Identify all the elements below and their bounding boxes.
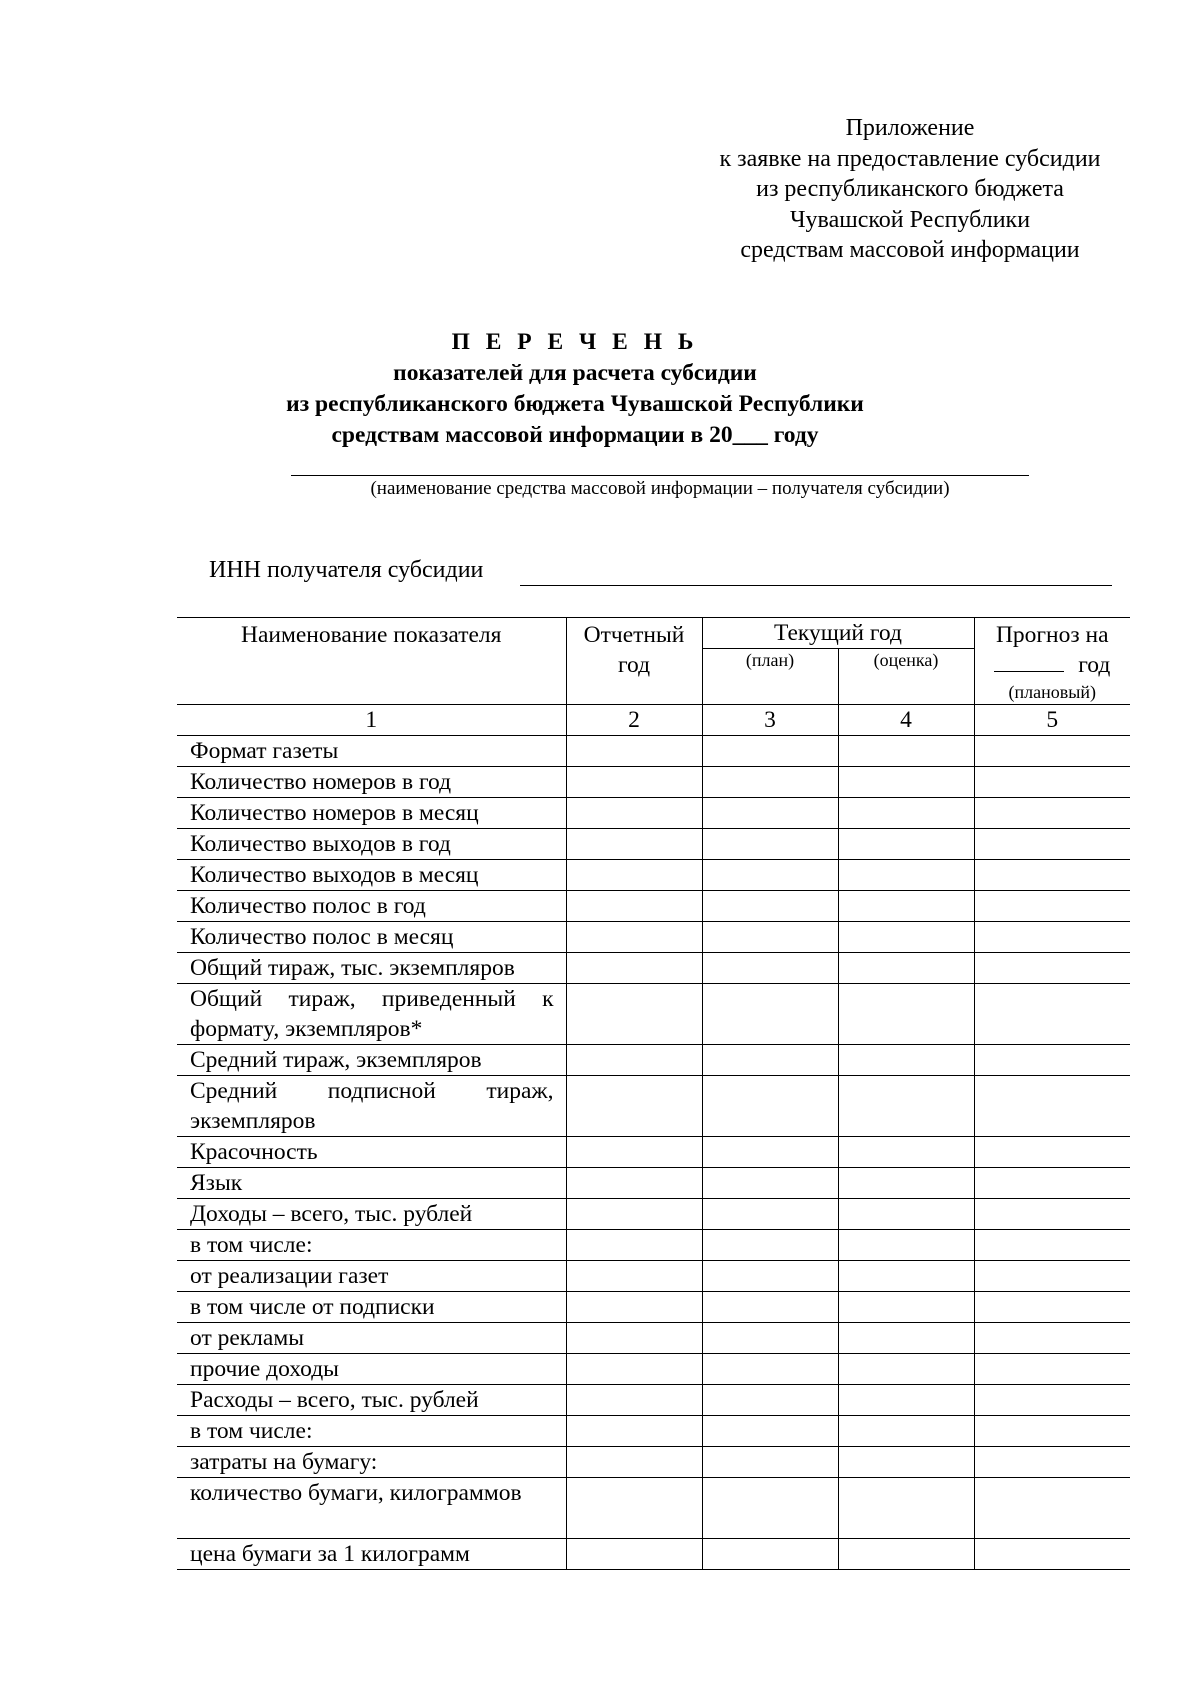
indicator-label: Средний подписной тираж, экземпляров bbox=[177, 1076, 566, 1137]
header-forecast bbox=[974, 618, 1130, 705]
value-cell[interactable] bbox=[566, 953, 702, 984]
indicator-label: количество бумаги, килограммов bbox=[177, 1478, 566, 1539]
table-row bbox=[177, 829, 1130, 860]
value-cell[interactable] bbox=[838, 984, 974, 1045]
table-row bbox=[177, 1261, 1130, 1292]
value-cell[interactable] bbox=[838, 1478, 974, 1539]
value-cell[interactable] bbox=[566, 1076, 702, 1137]
header-forecast-sub: (плановый) bbox=[1008, 682, 1096, 702]
table-row bbox=[177, 1199, 1130, 1230]
header-plan bbox=[702, 649, 838, 705]
appendix-line: Чувашской Республики bbox=[789, 206, 1031, 233]
media-name-caption: (наименование средства массовой информации – получателя субсидии) bbox=[370, 478, 950, 499]
value-cell[interactable] bbox=[566, 860, 702, 891]
value-cell[interactable] bbox=[838, 1230, 974, 1261]
table-row bbox=[177, 1292, 1130, 1323]
value-cell[interactable] bbox=[566, 1292, 702, 1323]
value-cell[interactable] bbox=[566, 736, 702, 767]
value-cell[interactable] bbox=[702, 891, 838, 922]
indicator-label: в том числе: bbox=[177, 1416, 566, 1447]
value-cell[interactable] bbox=[838, 767, 974, 798]
value-cell[interactable] bbox=[974, 1199, 1130, 1230]
value-cell[interactable] bbox=[974, 1478, 1130, 1539]
value-cell[interactable] bbox=[974, 736, 1130, 767]
value-cell[interactable] bbox=[702, 922, 838, 953]
header-estimate bbox=[838, 649, 974, 705]
header-estimate-label: (оценка) bbox=[873, 650, 939, 671]
value-cell[interactable] bbox=[838, 1447, 974, 1478]
indicator-label: Язык bbox=[177, 1168, 566, 1199]
value-cell[interactable] bbox=[974, 953, 1130, 984]
value-cell[interactable] bbox=[566, 1354, 702, 1385]
value-cell[interactable] bbox=[838, 953, 974, 984]
value-cell[interactable] bbox=[566, 1478, 702, 1539]
value-cell[interactable] bbox=[838, 1292, 974, 1323]
column-number: 5 bbox=[974, 705, 1130, 736]
table-row bbox=[177, 798, 1130, 829]
value-cell[interactable] bbox=[838, 891, 974, 922]
header-reporting-line: год bbox=[617, 652, 651, 678]
table-row bbox=[177, 1323, 1130, 1354]
indicator-label: Доходы – всего, тыс. рублей bbox=[177, 1199, 566, 1230]
value-cell[interactable] bbox=[702, 1261, 838, 1292]
value-cell[interactable] bbox=[838, 1416, 974, 1447]
indicator-label: прочие доходы bbox=[177, 1354, 566, 1385]
table-row bbox=[177, 1447, 1130, 1478]
indicator-label: Количество выходов в год bbox=[177, 829, 566, 860]
appendix-note bbox=[600, 113, 1200, 266]
appendix-line: средствам массовой информации bbox=[740, 237, 1080, 263]
value-cell[interactable] bbox=[974, 767, 1130, 798]
value-cell[interactable] bbox=[566, 984, 702, 1045]
header-indicator-name bbox=[177, 618, 566, 705]
value-cell[interactable] bbox=[838, 1076, 974, 1137]
value-cell[interactable] bbox=[566, 829, 702, 860]
value-cell[interactable] bbox=[702, 1478, 838, 1539]
value-cell[interactable] bbox=[702, 1045, 838, 1076]
appendix-line: Приложение bbox=[845, 115, 975, 141]
table-row bbox=[177, 1230, 1130, 1261]
value-cell[interactable] bbox=[974, 1354, 1130, 1385]
value-cell[interactable] bbox=[838, 1137, 974, 1168]
value-cell[interactable] bbox=[702, 1168, 838, 1199]
indicator-label: Расходы – всего, тыс. рублей bbox=[177, 1385, 566, 1416]
value-cell[interactable] bbox=[702, 736, 838, 767]
inn-label: ИНН получателя субсидии bbox=[209, 557, 484, 583]
header-forecast-line: Прогноз на bbox=[995, 622, 1109, 648]
value-cell[interactable] bbox=[974, 891, 1130, 922]
value-cell[interactable] bbox=[702, 1323, 838, 1354]
value-cell[interactable] bbox=[974, 1076, 1130, 1137]
column-number: 4 bbox=[838, 705, 974, 736]
value-cell[interactable] bbox=[974, 1447, 1130, 1478]
value-cell[interactable] bbox=[702, 1539, 838, 1570]
title-line: из республиканского бюджета Чувашской Республики bbox=[286, 391, 864, 417]
value-cell[interactable] bbox=[566, 891, 702, 922]
indicator-label: Количество выходов в месяц bbox=[177, 860, 566, 891]
value-cell[interactable] bbox=[974, 860, 1130, 891]
indicator-label: цена бумаги за 1 килограмм bbox=[177, 1539, 566, 1570]
media-name-underline[interactable] bbox=[291, 475, 1029, 476]
value-cell[interactable] bbox=[702, 1137, 838, 1168]
value-cell[interactable] bbox=[566, 1199, 702, 1230]
header-current-year bbox=[702, 618, 974, 649]
indicator-label: Общий тираж, тыс. экземпляров bbox=[177, 953, 566, 984]
value-cell[interactable] bbox=[702, 829, 838, 860]
value-cell[interactable] bbox=[838, 1168, 974, 1199]
value-cell[interactable] bbox=[566, 767, 702, 798]
column-number: 2 bbox=[566, 705, 702, 736]
indicator-label: Общий тираж, приведенный к форматy, экземпляров* bbox=[177, 984, 566, 1045]
indicator-label: от реализации газет bbox=[177, 1261, 566, 1292]
value-cell[interactable] bbox=[702, 1076, 838, 1137]
value-cell[interactable] bbox=[702, 1354, 838, 1385]
value-cell[interactable] bbox=[566, 1137, 702, 1168]
table-row bbox=[177, 1045, 1130, 1076]
value-cell[interactable] bbox=[838, 860, 974, 891]
value-cell[interactable] bbox=[702, 1447, 838, 1478]
value-cell[interactable] bbox=[566, 1539, 702, 1570]
table-row bbox=[177, 1168, 1130, 1199]
inn-underline[interactable] bbox=[520, 585, 1112, 586]
value-cell[interactable] bbox=[702, 1385, 838, 1416]
value-cell[interactable] bbox=[838, 798, 974, 829]
indicator-label: Количество полос в год bbox=[177, 891, 566, 922]
value-cell[interactable] bbox=[566, 1045, 702, 1076]
value-cell[interactable] bbox=[974, 798, 1130, 829]
header-forecast-line: год bbox=[1078, 652, 1111, 678]
value-cell[interactable] bbox=[838, 1385, 974, 1416]
indicator-label: в том числе: bbox=[177, 1230, 566, 1261]
table-row bbox=[177, 1539, 1130, 1570]
table-row bbox=[177, 1416, 1130, 1447]
value-cell[interactable] bbox=[702, 984, 838, 1045]
value-cell[interactable] bbox=[566, 1447, 702, 1478]
value-cell[interactable] bbox=[974, 1230, 1130, 1261]
header-current-year-label: Текущий год bbox=[774, 620, 902, 646]
table-row bbox=[177, 1385, 1130, 1416]
value-cell[interactable] bbox=[838, 1045, 974, 1076]
indicator-label: Количество полос в месяц bbox=[177, 922, 566, 953]
value-cell[interactable] bbox=[566, 1230, 702, 1261]
value-cell[interactable] bbox=[974, 1323, 1130, 1354]
value-cell[interactable] bbox=[974, 922, 1130, 953]
indicator-label: Количество номеров в год bbox=[177, 767, 566, 798]
table-body bbox=[177, 736, 1130, 1570]
table-row bbox=[177, 1478, 1130, 1539]
value-cell[interactable] bbox=[838, 1354, 974, 1385]
title-line: средствам массовой информации в 20___ году bbox=[331, 422, 819, 448]
indicator-label: затраты на бумагу: bbox=[177, 1447, 566, 1478]
value-cell[interactable] bbox=[838, 829, 974, 860]
value-cell[interactable] bbox=[702, 1230, 838, 1261]
appendix-line: из республиканского бюджета bbox=[756, 176, 1064, 202]
indicator-label: Количество номеров в месяц bbox=[177, 798, 566, 829]
indicator-label: в том числе от подписки bbox=[177, 1292, 566, 1323]
header-plan-label: (план) bbox=[745, 650, 795, 671]
value-cell[interactable] bbox=[974, 829, 1130, 860]
value-cell[interactable] bbox=[974, 1168, 1130, 1199]
table-row bbox=[177, 860, 1130, 891]
column-number: 3 bbox=[702, 705, 838, 736]
table-row bbox=[177, 1354, 1130, 1385]
value-cell[interactable] bbox=[974, 1137, 1130, 1168]
value-cell[interactable] bbox=[566, 922, 702, 953]
value-cell[interactable] bbox=[974, 984, 1130, 1045]
document-title bbox=[160, 327, 990, 451]
value-cell[interactable] bbox=[974, 1292, 1130, 1323]
column-number-row bbox=[177, 705, 1130, 736]
title-line: показателей для расчета субсидии bbox=[393, 360, 757, 386]
value-cell[interactable] bbox=[566, 1416, 702, 1447]
table-row bbox=[177, 1137, 1130, 1168]
value-cell[interactable] bbox=[702, 1292, 838, 1323]
title-heading: П Е Р Е Ч Е Н Ь bbox=[451, 329, 699, 355]
value-cell[interactable] bbox=[838, 736, 974, 767]
value-cell[interactable] bbox=[838, 1261, 974, 1292]
table-row bbox=[177, 891, 1130, 922]
value-cell[interactable] bbox=[702, 798, 838, 829]
table-row bbox=[177, 1076, 1130, 1137]
value-cell[interactable] bbox=[566, 1168, 702, 1199]
value-cell[interactable] bbox=[974, 1261, 1130, 1292]
indicator-label: Красочность bbox=[177, 1137, 566, 1168]
table-row bbox=[177, 953, 1130, 984]
value-cell[interactable] bbox=[566, 1385, 702, 1416]
indicator-label: Средний тираж, экземпляров bbox=[177, 1045, 566, 1076]
value-cell[interactable] bbox=[838, 922, 974, 953]
value-cell[interactable] bbox=[702, 860, 838, 891]
table-row bbox=[177, 736, 1130, 767]
value-cell[interactable] bbox=[838, 1323, 974, 1354]
value-cell[interactable] bbox=[838, 1199, 974, 1230]
forecast-year-blank[interactable] bbox=[994, 651, 1064, 672]
indicator-label: от рекламы bbox=[177, 1323, 566, 1354]
value-cell[interactable] bbox=[702, 767, 838, 798]
value-cell[interactable] bbox=[974, 1045, 1130, 1076]
indicators-table bbox=[177, 617, 1130, 1570]
table-row bbox=[177, 922, 1130, 953]
column-number: 1 bbox=[177, 705, 566, 736]
value-cell[interactable] bbox=[974, 1385, 1130, 1416]
value-cell[interactable] bbox=[838, 1539, 974, 1570]
value-cell[interactable] bbox=[566, 1323, 702, 1354]
table-row bbox=[177, 767, 1130, 798]
indicator-label: Формат газеты bbox=[177, 736, 566, 767]
value-cell[interactable] bbox=[974, 1416, 1130, 1447]
header-reporting-line: Отчетный bbox=[583, 622, 685, 648]
header-indicator-name-label: Наименование показателя bbox=[241, 622, 502, 648]
value-cell[interactable] bbox=[566, 1261, 702, 1292]
header-reporting-year bbox=[566, 618, 702, 705]
appendix-line: к заявке на предоставление субсидии bbox=[719, 145, 1101, 172]
table-row bbox=[177, 984, 1130, 1045]
value-cell[interactable] bbox=[702, 953, 838, 984]
value-cell[interactable] bbox=[702, 1416, 838, 1447]
value-cell[interactable] bbox=[702, 1199, 838, 1230]
value-cell[interactable] bbox=[566, 798, 702, 829]
value-cell[interactable] bbox=[974, 1539, 1130, 1570]
